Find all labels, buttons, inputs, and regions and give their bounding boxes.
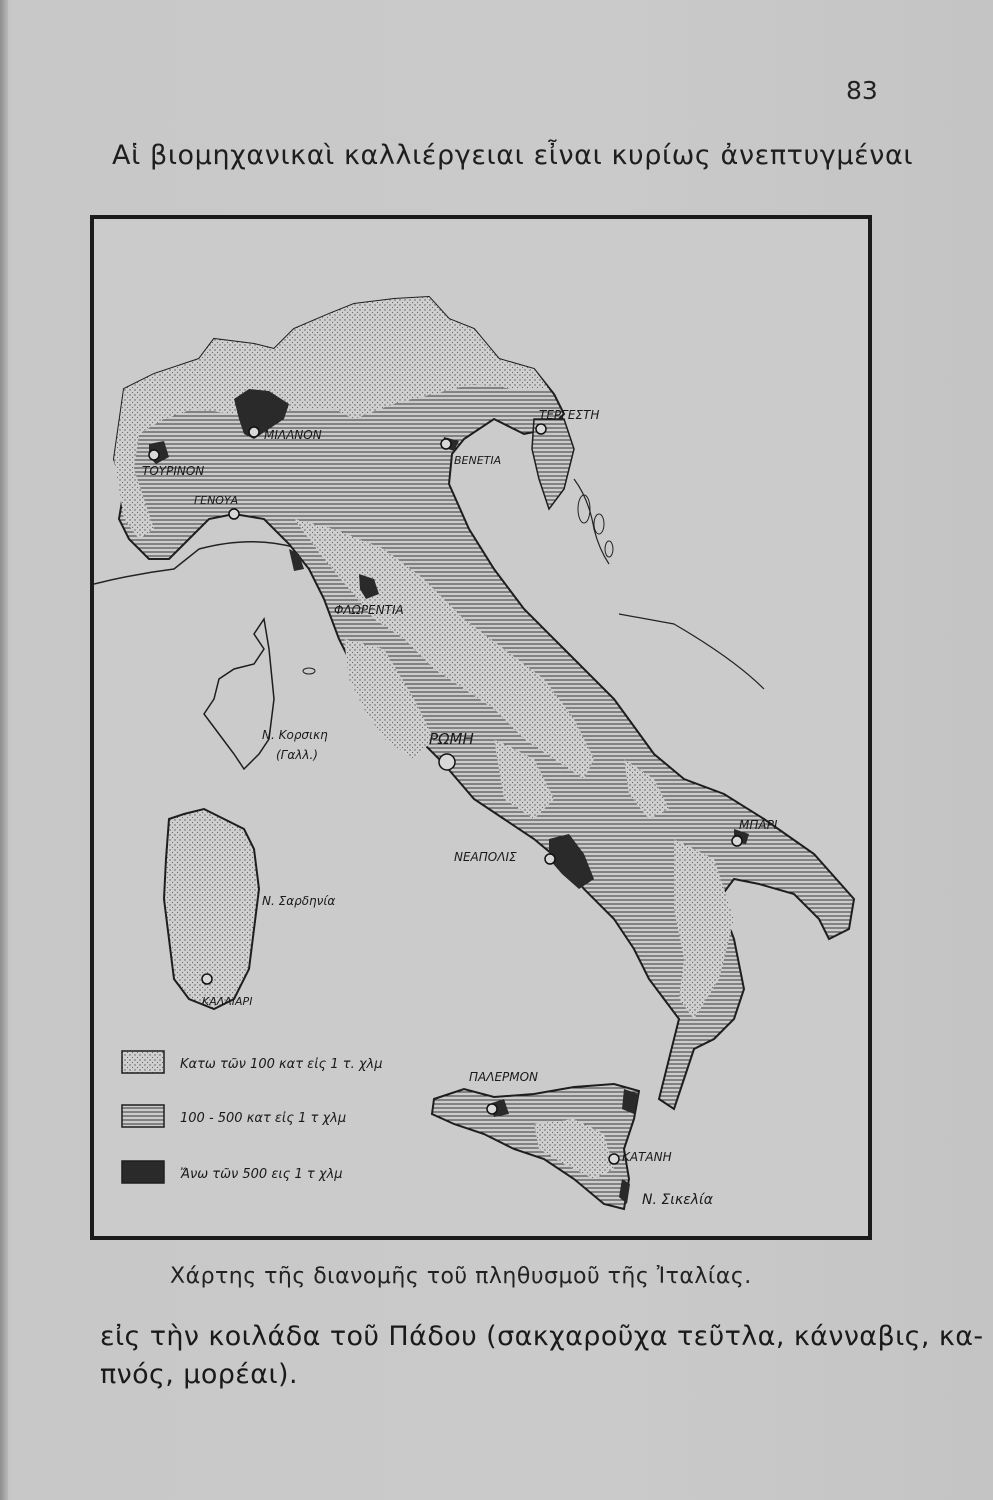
- corsica-outline: [204, 619, 274, 769]
- label-corsica: Ν. Κορσικη: [262, 728, 328, 742]
- label-sicily: Ν. Σικελία: [642, 1192, 714, 1208]
- label-catania: ΚΑΤΑΝΗ: [622, 1150, 672, 1164]
- city-marker-catania: [609, 1154, 619, 1164]
- city-marker-palermo: [487, 1104, 497, 1114]
- italy-population-map: [90, 215, 872, 1240]
- sicily-island: [432, 1084, 639, 1209]
- label-venezia: ΒΕΝΕΤΙΑ: [454, 454, 502, 467]
- legend-label-low: Κατω τῶν 100 κατ εἰς 1 τ. χλμ: [180, 1057, 383, 1072]
- map-drawing: [94, 219, 868, 1236]
- city-marker-milano: [249, 427, 259, 437]
- label-bari: ΜΠΑΡΙ: [739, 818, 778, 832]
- label-genova: ΓΕΝΟΥΑ: [194, 494, 239, 507]
- city-marker-roma: [439, 754, 455, 770]
- city-marker-genova: [229, 509, 239, 519]
- city-marker-torino: [149, 450, 159, 460]
- body-line: εἰς τὴν κοιλάδα τοῦ Πάδου (σακχαροῦχα τεῦτλα, κάνναβις, κα-: [100, 1321, 984, 1352]
- legend-label-high: Ἄνω τῶν 500 εις 1 τ χλμ: [180, 1167, 343, 1182]
- city-marker-trieste: [536, 424, 546, 434]
- page-binding-edge: [0, 0, 8, 1500]
- label-milano: ΜΙΛΑΝΟΝ: [264, 428, 322, 442]
- label-palermo: ΠΑΛΕΡΜΟΝ: [469, 1070, 539, 1084]
- body-line: πνός, μορέαι).: [100, 1359, 298, 1390]
- label-trieste: ΤΕΡΓΕΣΤΗ: [539, 408, 600, 422]
- city-marker-bari: [732, 836, 742, 846]
- legend-swatch-mid: [122, 1105, 164, 1127]
- map-legend: [122, 1051, 383, 1183]
- legend-label-mid: 100 - 500 κατ εἰς 1 τ χλμ: [180, 1111, 347, 1126]
- text-line-top: Αἱ βιομηχανικαὶ καλλιέργειαι εἶναι κυρίως ἀνεπτυγμέναι: [112, 140, 914, 171]
- legend-swatch-high: [122, 1161, 164, 1183]
- label-sardinia: Ν. Σαρδηνία: [262, 894, 336, 908]
- body-paragraph: [100, 1318, 984, 1394]
- label-napoli: ΝΕΑΠΟΛΙΣ: [454, 850, 517, 864]
- city-marker-cagliari: [202, 974, 212, 984]
- label-roma: ΡΩΜΗ: [429, 730, 474, 748]
- label-corsica-note: (Γαλλ.): [276, 748, 318, 762]
- page-number: 83: [846, 76, 878, 105]
- map-caption: Χάρτης τῆς διανομῆς τοῦ πληθυσμοῦ τῆς Ἰταλίας.: [170, 1264, 752, 1289]
- legend-swatch-low: [122, 1051, 164, 1073]
- city-marker-venezia: [441, 439, 451, 449]
- label-torino: ΤΟΥΡΙΝΟΝ: [142, 464, 205, 478]
- label-firenze: ΦΛΩΡΕΝΤΙΑ: [334, 603, 404, 617]
- label-cagliari: ΚΑΛΛΙΑΡΙ: [202, 995, 253, 1008]
- city-marker-napoli: [545, 854, 555, 864]
